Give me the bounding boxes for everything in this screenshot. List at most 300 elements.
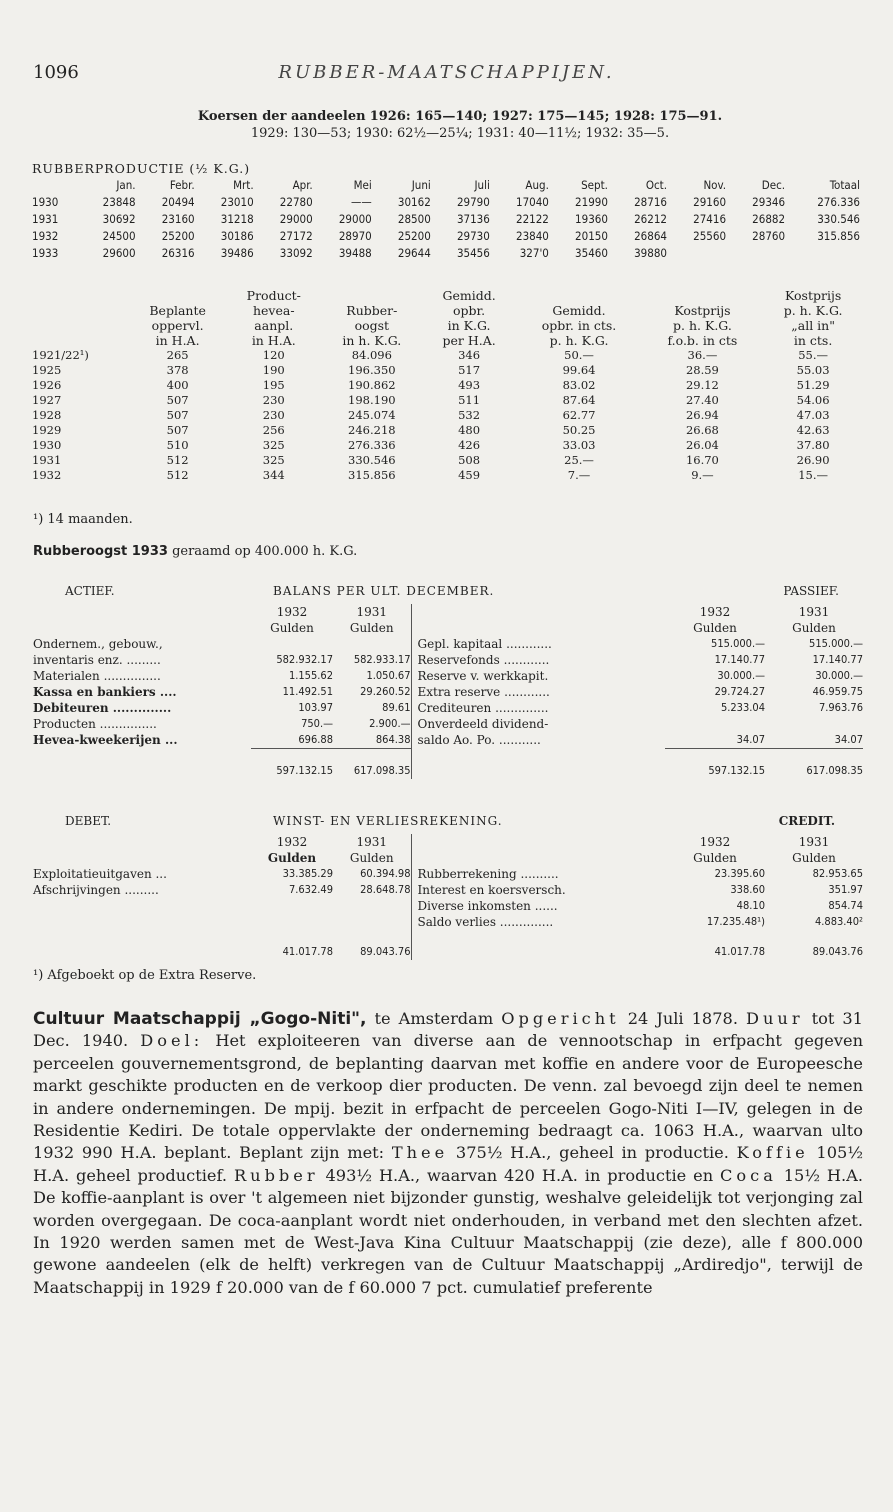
statistics-footnote: ¹) 14 maanden. xyxy=(33,512,133,527)
account-label: Exploitatieuitgaven ... xyxy=(33,867,167,881)
pl-year: 1932 xyxy=(276,835,308,849)
statistics-cell: 195 xyxy=(262,378,285,392)
statistics-cell: 315.856 xyxy=(348,468,396,482)
balance-left-title: ACTIEF. xyxy=(65,584,115,598)
statistics-cell: 508 xyxy=(458,453,481,467)
account-value: 103.97 xyxy=(298,701,333,714)
month-header: Aug. xyxy=(525,178,549,192)
statistics-header-cell: opbr. xyxy=(453,303,486,318)
statistics-cell: 507 xyxy=(166,423,189,437)
statistics-header-cell: in h. K.G. xyxy=(342,333,402,348)
statistics-cell: 29.12 xyxy=(685,378,719,392)
production-value: 29730 xyxy=(456,229,490,243)
production-value xyxy=(728,245,787,262)
statistics-cell: 26.68 xyxy=(685,423,719,437)
statistics-header-cell: Kostprijs xyxy=(785,288,842,303)
account-value: 696.88 xyxy=(298,733,333,746)
production-value: 26316 xyxy=(161,246,195,260)
production-value: 27416 xyxy=(693,212,727,226)
account-row xyxy=(33,914,863,930)
production-value: 29600 xyxy=(102,246,136,260)
empty-cell xyxy=(251,914,333,930)
production-value: 25560 xyxy=(693,229,727,243)
account-row xyxy=(33,668,863,684)
account-row xyxy=(33,716,863,732)
statistics-cell: 346 xyxy=(458,348,481,362)
account-row xyxy=(33,882,863,898)
month-header: Apr. xyxy=(292,178,313,192)
account-value: 582.932.17 xyxy=(276,653,333,666)
month-header: Sept. xyxy=(581,178,608,192)
statistics-header-cell: in H.A. xyxy=(251,333,296,348)
body-text: 24 Juli 1878. xyxy=(619,1009,746,1028)
statistics-header-cell: Beplante xyxy=(149,303,206,318)
account-value: 34.07 xyxy=(736,733,765,746)
balance-total: 617.098.35 xyxy=(806,763,863,777)
statistics-cell: 1929 xyxy=(32,423,62,437)
balance-year: 1932 xyxy=(699,605,731,619)
statistics-cell: 37.80 xyxy=(796,438,830,452)
balance-total: 597.132.15 xyxy=(276,763,333,777)
statistics-header-cell: hevea- xyxy=(252,303,295,318)
production-value: 35460 xyxy=(575,246,608,260)
production-value: 29160 xyxy=(693,195,727,209)
statistics-header-cell xyxy=(30,288,129,303)
statistics-cell: 1921/22¹) xyxy=(32,348,89,362)
statistics-cell: 1927 xyxy=(32,393,62,407)
founded-label: Opgericht xyxy=(501,1009,620,1028)
statistics-header-cell: f.o.b. in cts xyxy=(667,333,738,348)
statistics-row xyxy=(30,453,864,468)
statistics-header-cell xyxy=(129,288,227,303)
account-label: Diverse inkomsten ...... xyxy=(411,898,665,914)
account-value: 7.963.76 xyxy=(818,701,863,714)
production-value: 29000 xyxy=(279,212,313,226)
account-label: Reserve v. werkkapit. xyxy=(411,668,665,684)
coca-label: Coca xyxy=(720,1165,777,1185)
production-title: RUBBERPRODUCTIE (½ K.G.) xyxy=(32,161,251,176)
statistics-cell: 190 xyxy=(262,363,285,377)
statistics-cell: 42.63 xyxy=(796,423,830,437)
pl-unit: Gulden xyxy=(349,851,394,865)
statistics-cell: 493 xyxy=(458,378,481,392)
rubber-label: Rubber xyxy=(233,1165,319,1185)
account-row xyxy=(33,866,863,882)
balance-total: 597.132.15 xyxy=(708,763,765,777)
pl-unit: Gulden xyxy=(267,851,317,865)
production-value: 29644 xyxy=(397,246,431,260)
statistics-cell: 344 xyxy=(262,468,285,482)
statistics-cell: 99.64 xyxy=(562,363,596,377)
account-label: inventaris enz. ......... xyxy=(33,653,161,667)
account-label: Interest en koersversch. xyxy=(411,882,665,898)
body-text: Het exploiteeren van diverse aan de vennootschap in erfpacht gegeven perceelen gouvernementsgrond, de beplanting daarvan met koffie en andere voor de Europeesche markt geschikte producten en de verkoop dier producten. De venn. zal bevoegd zijn deel te nemen in andere ondernemingen. De mpij. bezit in erfpacht de perceelen Gogo-Niti I—IV, gelegen in de Residentie Kediri. De totale oppervlakte der onderneming bedraagt ca. 1063 H.A., waarvan ulto 1932 990 H.A. beplant. Beplant zijn met: xyxy=(33,1031,864,1163)
account-value: 5.233.04 xyxy=(720,701,765,714)
share-prices-line-2: 1929: 130—53; 1930: 62½—25¼; 1931: 40—11½; 1932: 35—5. xyxy=(250,126,670,141)
account-label: Hevea-kweekerijen ... xyxy=(33,733,178,748)
statistics-cell: 400 xyxy=(166,378,189,392)
statistics-cell: 230 xyxy=(262,393,285,407)
share-prices-label: Koersen der aandeelen xyxy=(197,109,366,124)
statistics-row xyxy=(30,348,864,363)
pl-total: 41.017.78 xyxy=(282,945,333,958)
account-value: 750.— xyxy=(301,717,333,730)
harvest-estimate xyxy=(33,544,357,559)
statistics-cell: 330.546 xyxy=(348,453,396,467)
share-prices-line-1 xyxy=(60,108,860,125)
statistics-header-cell: Kostprijs xyxy=(674,303,731,318)
balance-title: BALANS PER ULT. DECEMBER. xyxy=(273,584,495,598)
production-value: 20494 xyxy=(161,195,195,209)
statistics-cell: 26.04 xyxy=(685,438,719,452)
account-value xyxy=(333,636,411,652)
statistics-header xyxy=(30,288,864,348)
production-value: 315.856 xyxy=(817,229,860,243)
statistics-row xyxy=(30,408,864,423)
production-value: 25200 xyxy=(161,229,195,243)
statistics-cell: 84.096 xyxy=(351,348,392,362)
statistics-cell: 532 xyxy=(458,408,481,422)
month-header: Juli xyxy=(474,178,490,192)
month-header: Dec. xyxy=(761,178,786,192)
statistics-cell: 26.94 xyxy=(685,408,719,422)
statistics-header-row xyxy=(30,303,864,318)
harvest-estimate-text: geraamd op 400.000 h. K.G. xyxy=(172,544,358,559)
production-value: 330.546 xyxy=(817,212,860,226)
statistics-header-cell: in K.G. xyxy=(447,318,491,333)
statistics-cell: 50.— xyxy=(564,348,594,362)
production-value: 29790 xyxy=(456,195,490,209)
account-value: 17.235.48¹) xyxy=(706,915,765,928)
statistics-row xyxy=(30,423,864,438)
statistics-cell: 28.59 xyxy=(685,363,719,377)
production-value: 17040 xyxy=(515,195,549,209)
production-value: —— xyxy=(351,195,372,209)
account-label: Crediteuren .............. xyxy=(411,700,665,716)
statistics-header-cell xyxy=(643,288,763,303)
purpose-label: Doel: xyxy=(140,1031,204,1051)
pl-total: 89.043.76 xyxy=(812,945,863,958)
statistics-header-cell: opbr. in cts. xyxy=(541,318,617,333)
statistics-cell: 16.70 xyxy=(685,453,719,467)
account-value: 60.394.98 xyxy=(360,867,411,880)
statistics-cell: 47.03 xyxy=(796,408,830,422)
production-year: 1933 xyxy=(32,246,59,260)
account-row xyxy=(33,732,863,749)
month-header: Oct. xyxy=(645,178,667,192)
statistics-cell: 265 xyxy=(166,348,189,362)
balance-rows xyxy=(33,636,863,749)
account-value: 864.38 xyxy=(375,733,411,746)
statistics-cell: 1925 xyxy=(32,363,62,377)
production-value: 39488 xyxy=(338,246,372,260)
statistics-row xyxy=(30,363,864,378)
profit-loss-title: WINST- EN VERLIESREKENING. xyxy=(273,814,503,828)
statistics-cell: 378 xyxy=(166,363,189,377)
pl-total: 41.017.78 xyxy=(714,945,765,958)
production-value: 19360 xyxy=(575,212,608,226)
statistics-header-cell xyxy=(321,288,423,303)
balance-unit: Gulden xyxy=(270,621,314,635)
duration-label: Duur xyxy=(746,1009,804,1028)
statistics-header-cell: „all in" xyxy=(791,318,835,333)
statistics-header-cell: Product- xyxy=(246,288,301,303)
production-value: 23160 xyxy=(161,212,195,226)
statistics-cell: 1932 xyxy=(32,468,62,482)
statistics-cell: 120 xyxy=(262,348,285,362)
month-header: Mei xyxy=(353,178,372,192)
account-value: 30.000.— xyxy=(717,669,765,682)
balance-titles xyxy=(33,584,863,604)
account-value: 89.61 xyxy=(382,701,411,714)
balance-right-title: PASSIEF. xyxy=(783,584,839,598)
account-value: 1.155.62 xyxy=(288,669,333,682)
production-value: 22122 xyxy=(515,212,549,226)
production-value: 37136 xyxy=(456,212,490,226)
statistics-cell: 426 xyxy=(458,438,481,452)
month-header: Nov. xyxy=(703,178,727,192)
production-value: 31218 xyxy=(220,212,254,226)
production-value: 26864 xyxy=(634,229,667,243)
account-value: 34.07 xyxy=(834,733,863,746)
statistics-cell: 25.— xyxy=(564,453,594,467)
production-value: 24500 xyxy=(102,229,136,243)
production-rows xyxy=(30,194,862,262)
statistics-header-cell: p. h. K.G. xyxy=(549,333,609,348)
pl-unit: Gulden xyxy=(792,851,836,865)
statistics-cell: 512 xyxy=(166,453,189,467)
company-name: Cultuur Maatschappij „Gogo-Niti", xyxy=(33,1009,367,1029)
account-value: 82.953.65 xyxy=(812,867,863,880)
production-row xyxy=(30,211,862,228)
production-value: 28500 xyxy=(397,212,431,226)
account-value: 17.140.77 xyxy=(812,653,863,666)
statistics-header-row xyxy=(30,288,864,303)
empty-cell xyxy=(33,898,251,914)
account-row xyxy=(33,898,863,914)
balance-total: 617.098.35 xyxy=(353,763,411,777)
statistics-header-row xyxy=(30,318,864,333)
empty-cell xyxy=(33,914,251,930)
account-value: 1.050.67 xyxy=(366,669,411,682)
statistics-header-cell: in H.A. xyxy=(155,333,200,348)
account-label: Afschrijvingen ......... xyxy=(33,883,159,897)
production-value: 25200 xyxy=(397,229,431,243)
production-value: 28716 xyxy=(634,195,667,209)
production-row xyxy=(30,228,862,245)
month-header: Febr. xyxy=(169,178,195,192)
statistics-cell: 1930 xyxy=(32,438,62,452)
statistics-cell: 325 xyxy=(262,453,285,467)
share-prices-values: 1926: 165—140; 1927: 175—145; 1928: 175—91. xyxy=(369,109,723,124)
account-value: 48.10 xyxy=(736,899,765,912)
account-value: 30.000.— xyxy=(815,669,863,682)
production-value: 29346 xyxy=(752,195,786,209)
account-value: 28.648.78 xyxy=(360,883,411,896)
empty-cell xyxy=(333,898,411,914)
statistics-header-cell: oogst xyxy=(354,318,390,333)
account-label: Saldo verlies .............. xyxy=(411,914,665,930)
production-value: 30162 xyxy=(397,195,431,209)
production-value: 39880 xyxy=(634,246,667,260)
profit-loss-left-title: DEBET. xyxy=(65,814,112,828)
account-row xyxy=(33,700,863,716)
statistics-cell: 190.862 xyxy=(348,378,396,392)
account-value: 11.492.51 xyxy=(282,685,333,698)
harvest-estimate-label: Rubberoogst 1933 xyxy=(33,544,168,559)
statistics-header-cell xyxy=(515,288,642,303)
statistics-header-cell xyxy=(30,333,129,348)
statistics-row xyxy=(30,393,864,408)
running-title: RUBBER-MAATSCHAPPIJEN. xyxy=(278,62,615,83)
statistics-row xyxy=(30,438,864,453)
production-value xyxy=(787,245,862,262)
statistics-cell: 325 xyxy=(262,438,285,452)
balance-unit: Gulden xyxy=(349,621,394,635)
production-value: 28760 xyxy=(752,229,786,243)
month-header: Juni xyxy=(411,178,431,192)
statistics-row xyxy=(30,468,864,483)
page-number: 1096 xyxy=(33,62,79,83)
account-value: 23.395.60 xyxy=(714,867,765,880)
body-text: 375½ H.A., geheel in productie. xyxy=(448,1143,737,1163)
account-row xyxy=(33,684,863,700)
production-year: 1930 xyxy=(32,195,59,209)
balance-unit: Gulden xyxy=(693,621,737,635)
production-value xyxy=(669,245,728,262)
profit-loss-account xyxy=(33,834,863,960)
pl-year: 1932 xyxy=(699,835,731,849)
statistics-cell: 54.06 xyxy=(796,393,830,407)
account-row xyxy=(33,652,863,668)
production-value: 327'0 xyxy=(519,246,549,260)
month-header: Mrt. xyxy=(233,178,254,192)
account-label: Ondernem., gebouw., xyxy=(33,637,163,651)
production-value: 27172 xyxy=(279,229,313,243)
statistics-header-cell: p. h. K.G. xyxy=(783,303,843,318)
statistics-header-cell: Rubber- xyxy=(346,303,398,318)
statistics-cell: 507 xyxy=(166,393,189,407)
statistics-header-row xyxy=(30,333,864,348)
account-value: 854.74 xyxy=(828,899,863,912)
tea-label: Thee xyxy=(391,1143,449,1163)
profit-loss-rows xyxy=(33,866,863,930)
account-value: 33.385.29 xyxy=(282,867,333,880)
profit-loss-footnote: ¹) Afgeboekt op de Extra Reserve. xyxy=(33,968,257,983)
production-month-header xyxy=(30,177,862,194)
account-value: 46.959.75 xyxy=(812,685,863,698)
body-text: tot 31 Dec. 1940. xyxy=(33,1009,863,1051)
account-value: 351.97 xyxy=(828,883,863,896)
account-label: Extra reserve ............ xyxy=(411,684,665,700)
account-label: saldo Ao. Po. ........... xyxy=(411,732,665,749)
empty-cell xyxy=(251,898,333,914)
account-value: 29.260.52 xyxy=(360,685,411,698)
balance-sheet xyxy=(33,604,863,779)
account-value: 17.140.77 xyxy=(714,653,765,666)
production-value: 30186 xyxy=(220,229,254,243)
statistics-cell: 276.336 xyxy=(348,438,396,452)
account-value xyxy=(665,716,765,732)
coffee-label: Koffie xyxy=(736,1143,809,1163)
statistics-cell: 9.— xyxy=(691,468,714,482)
production-value: 30692 xyxy=(102,212,136,226)
account-value xyxy=(251,636,333,652)
account-value: 7.632.49 xyxy=(288,883,333,896)
production-value: 23840 xyxy=(515,229,549,243)
production-value: 33092 xyxy=(279,246,313,260)
statistics-rows xyxy=(30,348,864,483)
statistics-cell: 198.190 xyxy=(348,393,396,407)
statistics-cell: 55.— xyxy=(798,348,829,362)
statistics-row xyxy=(30,378,864,393)
body-text: 105½ H.A. geheel productief. xyxy=(33,1143,864,1185)
production-value: 276.336 xyxy=(817,195,860,209)
statistics-header-cell: in cts. xyxy=(793,333,833,348)
statistics-cell: 230 xyxy=(262,408,285,422)
statistics-header-cell xyxy=(30,318,129,333)
production-year: 1931 xyxy=(32,212,59,226)
pl-total: 89.043.76 xyxy=(360,945,411,958)
pl-year: 1931 xyxy=(356,835,388,849)
statistics-cell: 87.64 xyxy=(562,393,596,407)
statistics-cell: 246.218 xyxy=(348,423,396,437)
statistics-header-cell xyxy=(30,303,129,318)
account-label: Onverdeeld dividend- xyxy=(411,716,665,732)
production-value: 29000 xyxy=(338,212,372,226)
body-text: 15½ H.A. De koffie-aanplant is over 't algemeen niet bijzonder gunstig, weshalve geleidelijk tot verjonging zal worden overgegaan. De coca-aanplant wordt niet onderhouden, in verband met den slechten afzet. In 1920 werden samen met de West-Java Kina Cultuur Maatschappij (zie deze), alle f 800.000 gewone aandeelen (elk de helft) verkregen van de Cultuur Maatschappij „Ardiredjo", terwijl de Maatschappij in 1929 f 20.000 van de f 60.000 7 pct. cumulatief preferente xyxy=(33,1165,863,1297)
profit-loss-right-title: CREDIT. xyxy=(778,814,835,828)
pl-unit: Gulden xyxy=(693,851,737,865)
page-header xyxy=(33,62,860,88)
production-row xyxy=(30,245,862,262)
production-value: 21990 xyxy=(575,195,608,209)
statistics-cell: 245.074 xyxy=(348,408,396,422)
statistics-cell: 512 xyxy=(166,468,189,482)
account-row xyxy=(33,636,863,652)
statistics-header-cell: Gemidd. xyxy=(552,303,606,318)
statistics-cell: 55.03 xyxy=(796,363,830,377)
account-label: Materialen ............... xyxy=(33,669,161,683)
empty-cell xyxy=(333,914,411,930)
statistics-cell: 26.90 xyxy=(796,453,830,467)
body-text: 493½ H.A., waarvan 420 H.A. in productie en xyxy=(318,1165,720,1185)
balance-year: 1932 xyxy=(276,605,308,619)
statistics-cell: 83.02 xyxy=(562,378,596,392)
account-value xyxy=(765,716,863,732)
production-value: 22780 xyxy=(279,195,313,209)
production-value: 26212 xyxy=(634,212,667,226)
production-value: 26882 xyxy=(752,212,786,226)
account-value: 2.900.— xyxy=(369,717,411,730)
statistics-cell: 1926 xyxy=(32,378,62,392)
statistics-header-cell: Gemidd. xyxy=(442,288,496,303)
statistics-cell: 7.— xyxy=(567,468,591,482)
production-value: 23848 xyxy=(102,195,136,209)
plantation-statistics-table xyxy=(30,288,864,483)
statistics-cell: 1928 xyxy=(32,408,62,422)
statistics-cell: 517 xyxy=(458,363,481,377)
statistics-cell: 50.25 xyxy=(562,423,596,437)
statistics-cell: 36.— xyxy=(687,348,718,362)
production-row xyxy=(30,194,862,211)
statistics-cell: 510 xyxy=(166,438,189,452)
production-value: 20150 xyxy=(575,229,608,243)
production-value: 23010 xyxy=(220,195,254,209)
account-value: 582.933.17 xyxy=(353,653,411,666)
statistics-cell: 511 xyxy=(458,393,481,407)
company-description xyxy=(33,1008,863,1299)
